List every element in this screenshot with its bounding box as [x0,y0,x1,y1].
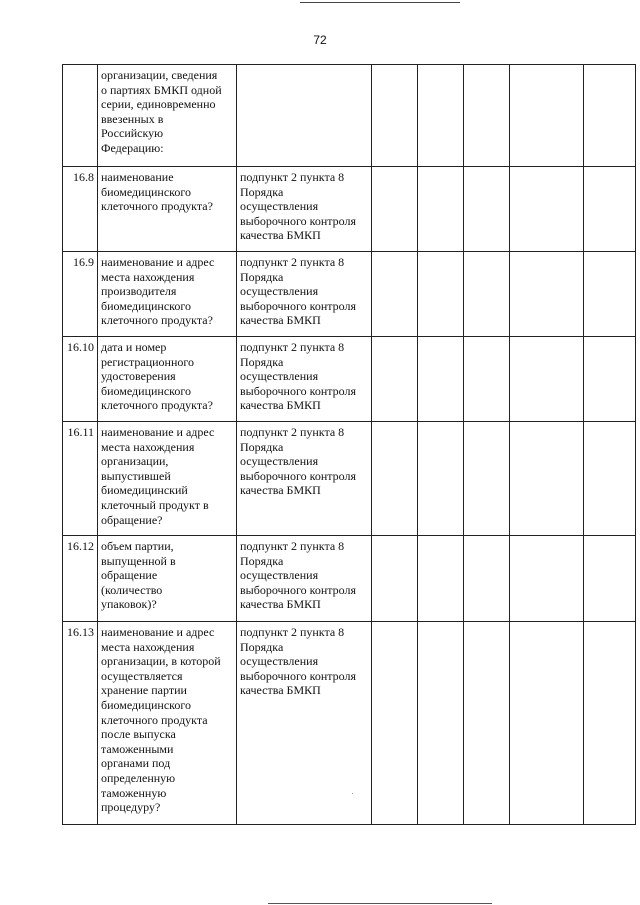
note-cell[interactable] [510,167,584,252]
extra-cell[interactable] [584,422,636,536]
reference-cell [237,65,372,167]
note-cell[interactable] [510,65,584,167]
reference-cell: подпункт 2 пункта 8 Порядка осуществления выборочного контроля качества БМКП [237,536,372,622]
answer-no-cell[interactable] [418,422,464,536]
question-cell: объем партии, выпущенной в обращение (количество упаковок)? [98,536,237,622]
question-cell: наименование и адрес места нахождения производителя биомедицинского клеточного продукта? [98,252,237,337]
answer-yes-cell[interactable] [372,422,418,536]
reference-cell: подпункт 2 пункта 8 Порядка осуществления выборочного контроля качества БМКП [237,337,372,422]
table-row [63,536,636,622]
answer-na-cell[interactable] [464,65,510,167]
answer-na-cell[interactable] [464,622,510,825]
answer-no-cell[interactable] [418,536,464,622]
answer-na-cell[interactable] [464,536,510,622]
row-number: 16.11 [63,422,98,536]
extra-cell[interactable] [584,252,636,337]
extra-cell[interactable] [584,622,636,825]
answer-yes-cell[interactable] [372,65,418,167]
row-number [63,65,98,167]
question-cell: наименование биомедицинского клеточного продукта? [98,167,237,252]
answer-yes-cell[interactable] [372,337,418,422]
reference-cell: подпункт 2 пункта 8 Порядка осуществления выборочного контроля качества БМКП [237,167,372,252]
table-row [63,65,636,167]
table-row [63,622,636,825]
row-number: 16.12 [63,536,98,622]
answer-na-cell[interactable] [464,337,510,422]
answer-yes-cell[interactable] [372,252,418,337]
row-number: 16.9 [63,252,98,337]
table-row [63,422,636,536]
question-cell: дата и номер регистрационного удостоверения биомедицинского клеточного продукта? [98,337,237,422]
bottom-rule [268,903,492,904]
table-row [63,167,636,252]
extra-cell[interactable] [584,65,636,167]
row-number: 16.8 [63,167,98,252]
row-number: 16.10 [63,337,98,422]
answer-na-cell[interactable] [464,422,510,536]
answer-no-cell[interactable] [418,337,464,422]
note-cell[interactable] [510,337,584,422]
answer-no-cell[interactable] [418,252,464,337]
note-cell[interactable] [510,622,584,825]
question-cell: наименование и адрес места нахождения организации, выпустившей биомедицинский клеточный продукт в обращение? [98,422,237,536]
extra-cell[interactable] [584,167,636,252]
note-cell[interactable] [510,536,584,622]
reference-cell: подпункт 2 пункта 8 Порядка осуществления выборочного контроля качества БМКП [237,252,372,337]
reference-cell: подпункт 2 пункта 8 Порядка осуществления выборочного контроля качества БМКП [237,622,372,825]
question-cell: наименование и адрес места нахождения организации, в которой осуществляется хранение партии биомедицинского клеточного продукта после выпуска таможенными органами под определенную таможенную процедуру? [98,622,237,825]
table-row [63,252,636,337]
checklist-table [62,64,636,825]
answer-no-cell[interactable] [418,65,464,167]
answer-no-cell[interactable] [418,167,464,252]
answer-no-cell[interactable] [418,622,464,825]
answer-na-cell[interactable] [464,252,510,337]
note-cell[interactable] [510,422,584,536]
scan-speck [352,793,353,794]
reference-cell: подпункт 2 пункта 8 Порядка осуществления выборочного контроля качества БМКП [237,422,372,536]
extra-cell[interactable] [584,337,636,422]
note-cell[interactable] [510,252,584,337]
answer-yes-cell[interactable] [372,167,418,252]
answer-yes-cell[interactable] [372,536,418,622]
top-rule [300,2,460,3]
question-cell: организации, сведения о партиях БМКП одной серии, единовременно ввезенных в Российскую Федерацию: [98,65,237,167]
row-number: 16.13 [63,622,98,825]
answer-na-cell[interactable] [464,167,510,252]
page-number: 72 [313,33,327,47]
extra-cell[interactable] [584,536,636,622]
table-row [63,337,636,422]
answer-yes-cell[interactable] [372,622,418,825]
